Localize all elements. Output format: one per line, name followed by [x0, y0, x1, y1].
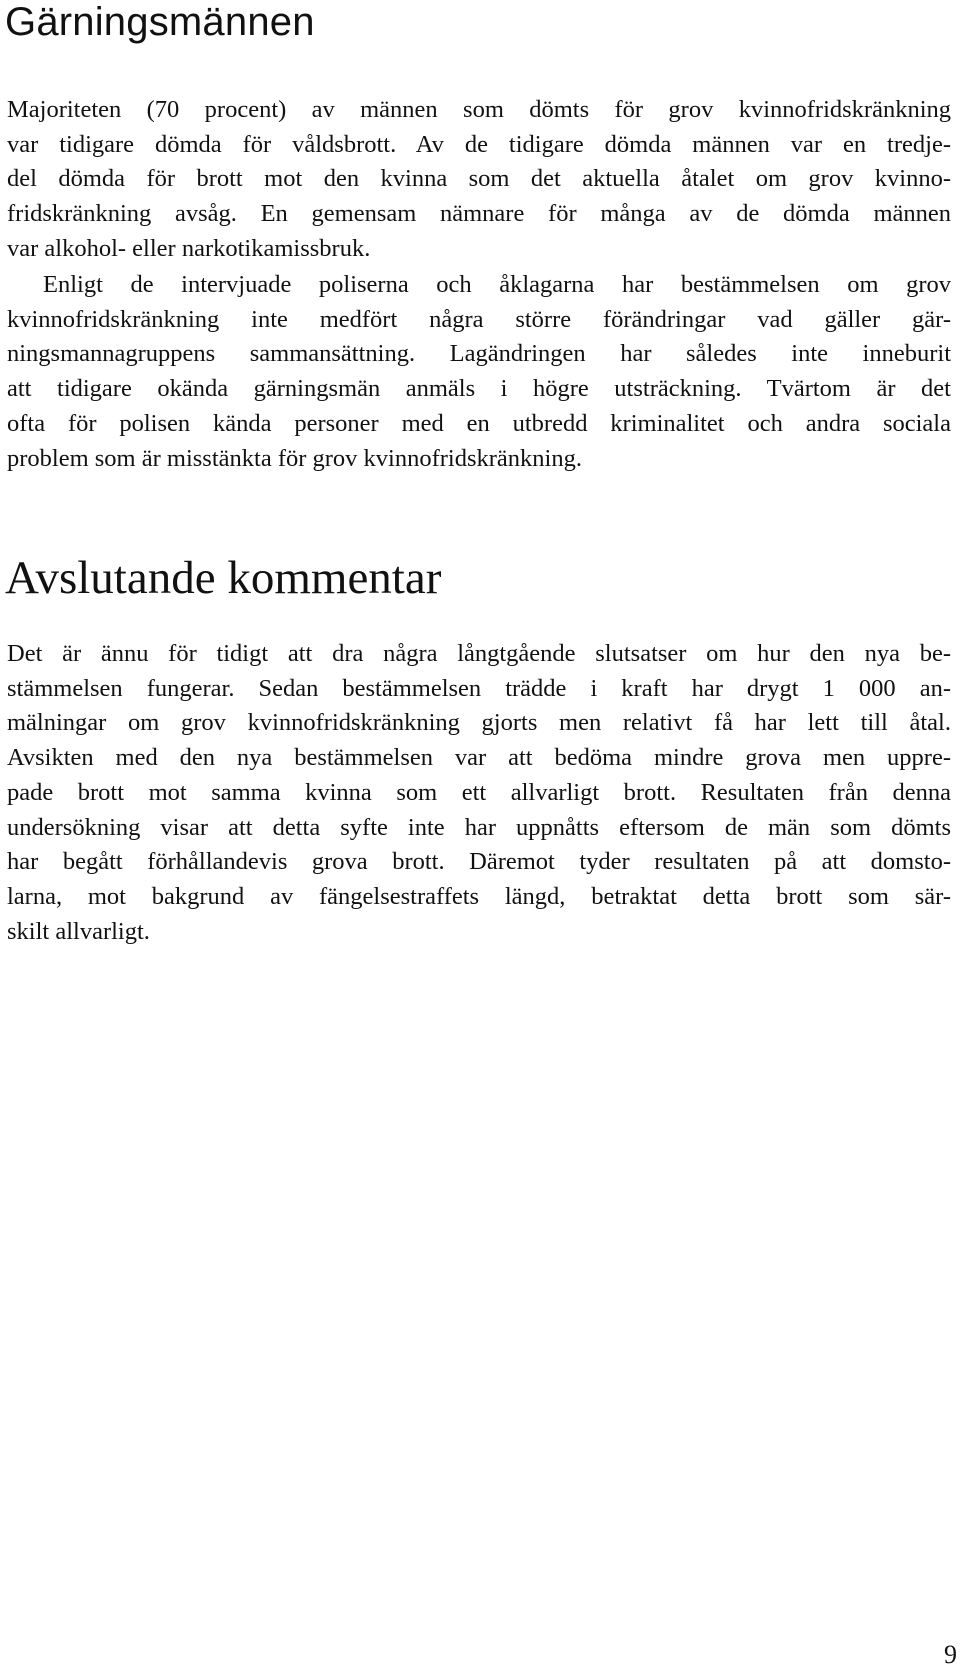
paragraph-majority-statistics	[7, 93, 951, 267]
text-line: pade brott mot samma kvinna som ett allvarligt brott. Resultaten från denna	[7, 778, 951, 806]
text-line: var alkohol- eller narkotikamissbruk.	[7, 234, 371, 262]
text-line: fridskränkning avsåg. En gemensam nämnare för många av de dömda männen	[7, 200, 951, 228]
text-line: ningsmannagruppens sammansättning. Lagändringen har således inte inneburit	[7, 340, 951, 368]
paragraph-police-interviews	[7, 268, 951, 476]
text-line: ofta för polisen kända personer med en utbredd kriminalitet och andra sociala	[7, 409, 951, 437]
section-heading-avslutande-kommentar: Avslutande kommentar	[5, 552, 442, 604]
text-line: mälningar om grov kvinnofridskränkning gjorts men relativt få har lett till åtal.	[7, 709, 951, 737]
text-line: skilt allvarligt.	[7, 917, 150, 945]
section-heading-garningsmannen: Gärningsmännen	[5, 0, 315, 44]
page-number: 9	[944, 1640, 957, 1669]
text-line: undersökning visar att detta syfte inte har uppnåtts eftersom de män som dömts	[7, 813, 951, 841]
text-line: har begått förhållandevis grova brott. Däremot tyder resultaten på att domsto-	[7, 848, 951, 876]
text-line: kvinnofridskränkning inte medfört några större förändringar vad gäller gär-	[7, 305, 951, 333]
text-line: Avsikten med den nya bestämmelsen var att bedöma mindre grova men uppre-	[7, 744, 951, 772]
text-line: del dömda för brott mot den kvinna som det aktuella åtalet om grov kvinno-	[7, 165, 951, 193]
text-line: problem som är misstänkta för grov kvinnofridskränkning.	[7, 444, 582, 472]
text-line: att tidigare okända gärningsmän anmäls i högre utsträckning. Tvärtom är det	[7, 375, 951, 403]
text-line: Det är ännu för tidigt att dra några långtgående slutsatser om hur den nya be-	[7, 640, 951, 667]
paragraph-concluding-comment	[7, 637, 951, 949]
text-line: Enligt de intervjuade poliserna och åklagarna har bestämmelsen om grov	[43, 271, 951, 298]
text-line: Majoriteten (70 procent) av männen som dömts för grov kvinnofridskränkning	[7, 96, 951, 123]
text-line: var tidigare dömda för våldsbrott. Av de tidigare dömda männen var en tredje-	[7, 130, 951, 158]
text-line: stämmelsen fungerar. Sedan bestämmelsen trädde i kraft har drygt 1 000 an-	[7, 674, 951, 702]
text-line: larna, mot bakgrund av fängelsestraffets längd, betraktat detta brott som sär-	[7, 882, 951, 910]
